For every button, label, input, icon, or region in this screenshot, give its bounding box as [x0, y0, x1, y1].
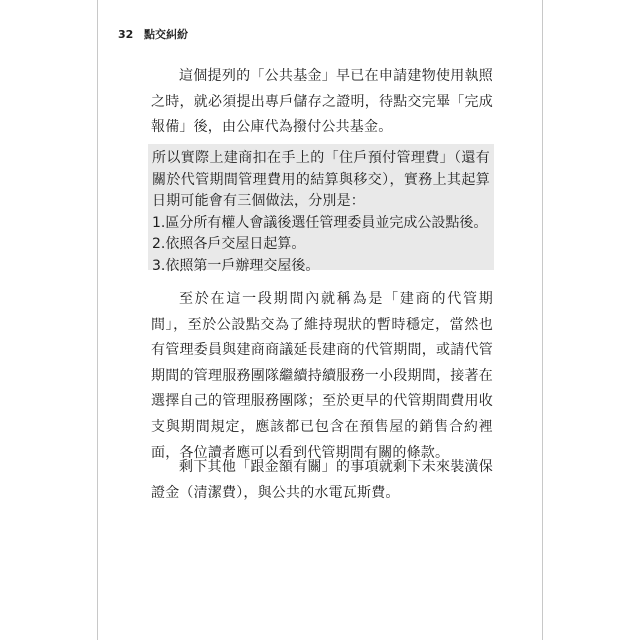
book-page [97, 0, 543, 640]
paragraph-remaining-items: 剩下其他「跟金額有關」的事項就剩下未來裝潢保證金（清潔費），與公共的水電瓦斯費。 [151, 459, 493, 501]
highlight-box [148, 144, 494, 274]
highlight-box-item: 2.依照各戶交屋日起算。 [152, 236, 306, 253]
highlight-box-intro: 所以實際上建商扣在手上的「住戶預付管理費」（還有關於代管期間管理費用的結算與移交），實務上其起算日期可能會有三個做法，分別是： [152, 150, 490, 210]
page-number: 32 [118, 28, 134, 41]
running-head [118, 26, 188, 42]
chapter-title: 點交糾紛 [144, 28, 188, 41]
paragraph-public-fund: 這個提列的「公共基金」早已在申請建物使用執照之時，就必須提出專戶儲存之證明，待點交完畢「完成報備」後，由公庫代為撥付公共基金。 [151, 68, 493, 136]
highlight-box-item: 1.區分所有權人會議後選任管理委員並完成公設點後。 [152, 214, 488, 231]
paragraph-management-period: 至於在這一段期間內就稱為是「建商的代管期間」，至於公設點交為了維持現狀的暫時穩定，當然也有管理委員與建商商議延長建商的代管期間，或請代管期間的管理服務團隊繼續持續服務一小段期間，接著在選擇自己的管理服務團隊；至於更早的代管期間費用收支與期間規定，應該都已包含在預售屋的銷售合約裡面，各位讀者應可以看到代管期間有關的條款。 [151, 291, 493, 461]
highlight-box-item: 3.依照第一戶辦理交屋後。 [152, 257, 320, 274]
